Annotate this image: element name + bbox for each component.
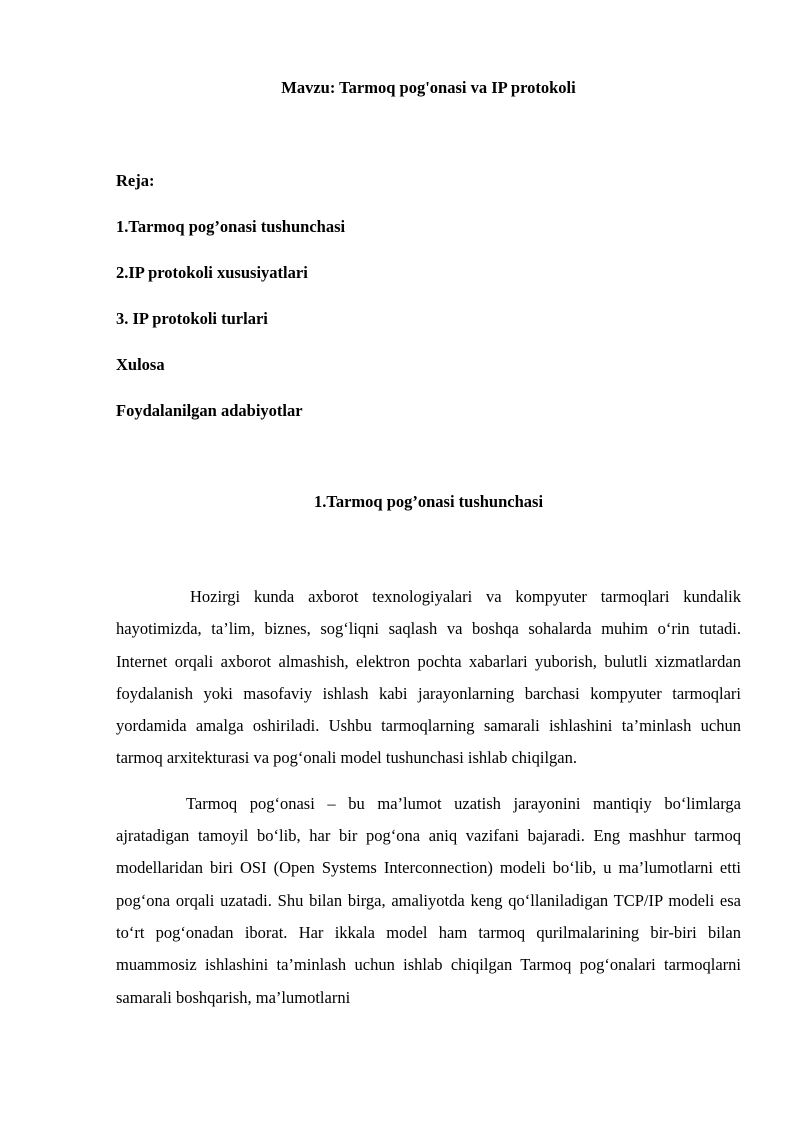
plan-section — [116, 169, 741, 445]
document-title: Mavzu: Tarmoq pog'onasi va IP protokoli — [281, 78, 576, 97]
plan-item: 1.Tarmoq pog’onasi tushunchasi — [116, 217, 346, 236]
paragraph: Tarmoq pog‘onasi – bu ma’lumot uzatish jarayonini mantiqiy bo‘limlarga ajratadigan tamoyil bo‘lib, har bir pog‘ona aniq vazifani bajaradi. Eng mashhur tarmoq modellaridan biri OSI (Open Systems Interconnection) modeli bo‘lib, u ma’lumotlarni etti pog‘ona orqali uzatadi. Shu bilan birga, amaliyotda keng qo‘llaniladigan TCP/IP modeli esa to‘rt pog‘onadan iborat. Har ikkala model ham tarmoq qurilmalarining bir-biri bilan muammosiz ishlashini ta’minlash uchun ishlab chiqilgan Tarmoq pog‘onalari tarmoqlarni samarali boshqarish, ma’lumotlarni — [116, 793, 741, 1007]
plan-heading: Reja: — [116, 171, 155, 190]
paragraph: Hozirgi kunda axborot texnologiyalari va kompyuter tarmoqlari kundalik hayotimizda, ta’lim, biznes, sog‘liqni saqlash va boshqa sohalarda muhim o‘rin tutadi. Internet orqali axborot almashish, elektron pochta xabarlari yuborish, bulutli xizmatlardan foydalanish yoki masofaviy ishlash kabi jarayonlarning barchasi kompyuter tarmoqlari yordamida amalga oshiriladi. Ushbu tarmoqlarning samarali ishlashini ta’minlash uchun tarmoq arxitekturasi va pog‘onali model tushunchasi ishlab chiqilgan. — [116, 587, 741, 768]
plan-item: 2.IP protokoli xususiyatlari — [116, 263, 308, 282]
plan-item: 3. IP protokoli turlari — [116, 309, 268, 328]
section-heading: 1.Tarmoq pog’onasi tushunchasi — [313, 492, 544, 511]
plan-item: Foydalanilgan adabiyotlar — [116, 401, 303, 420]
plan-item: Xulosa — [116, 355, 165, 374]
body-text — [116, 581, 741, 1027]
